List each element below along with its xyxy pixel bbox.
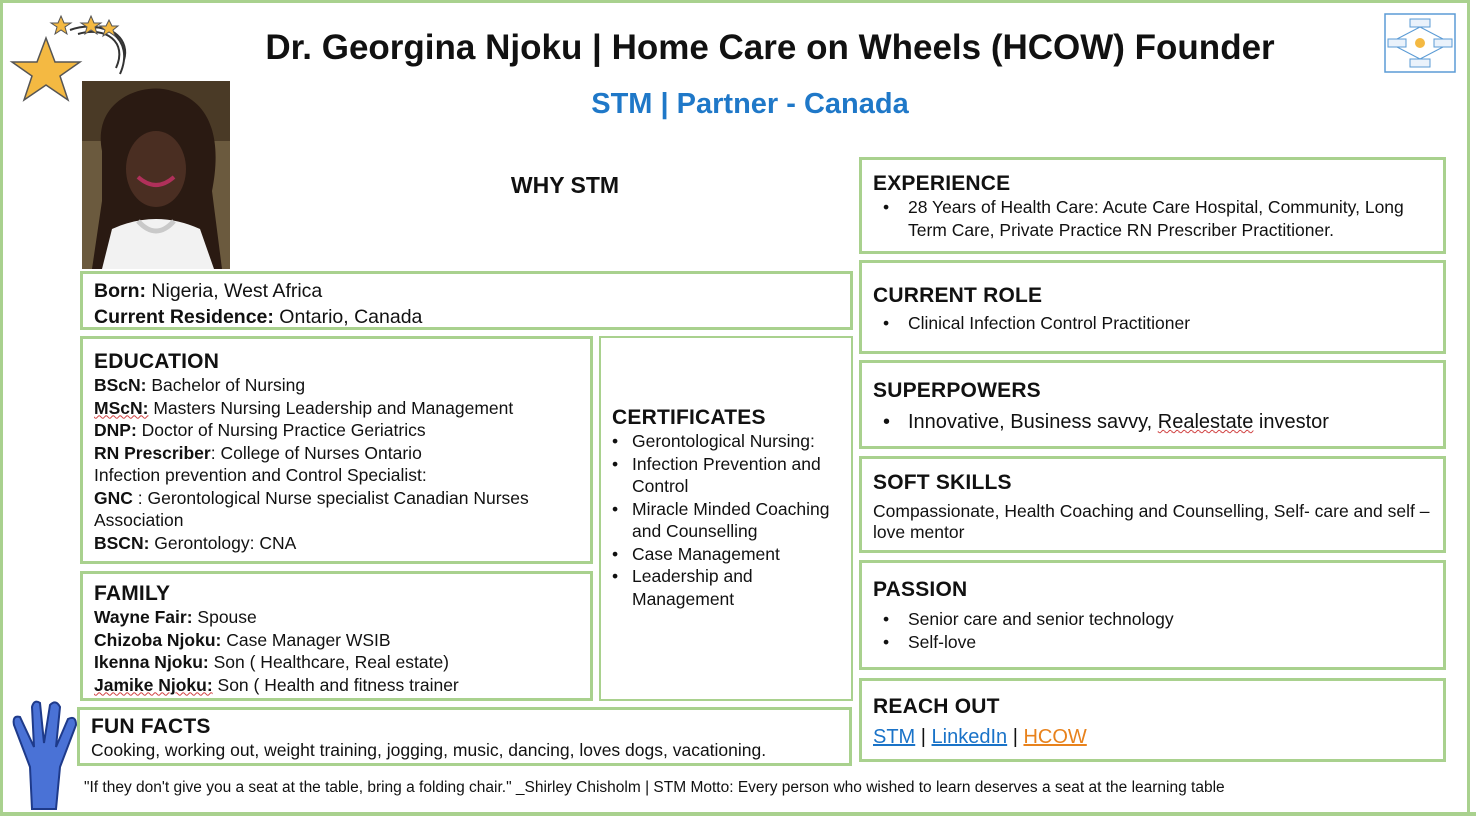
education-item bbox=[94, 487, 529, 510]
passion-item: • Senior care and senior technology bbox=[873, 608, 1438, 631]
education-heading: EDUCATION bbox=[94, 350, 220, 373]
family-member-text: Son ( Healthcare, Real estate) bbox=[208, 652, 450, 672]
superpowers-text-c: investor bbox=[1253, 411, 1329, 433]
current-role-heading: CURRENT ROLE bbox=[873, 284, 1043, 307]
certificate-item: • Miracle Minded Coaching and Counselling bbox=[612, 498, 844, 543]
certificate-item: • Gerontological Nursing: bbox=[612, 430, 844, 453]
born-label: Born: bbox=[94, 280, 146, 302]
current-role-list bbox=[873, 312, 1438, 335]
soft-skills-text: Compassionate, Health Coaching and Counselling, Self- care and self –love mentor bbox=[873, 501, 1430, 542]
raised-hand-icon bbox=[6, 697, 82, 811]
superpowers-item bbox=[873, 409, 1438, 435]
certificate-item: • Infection Prevention and Control bbox=[612, 453, 844, 498]
passion-list bbox=[873, 608, 1438, 653]
family-member-label: Wayne Fair: bbox=[94, 607, 193, 627]
link-separator: | bbox=[1007, 726, 1024, 748]
fun-facts-heading: FUN FACTS bbox=[91, 715, 211, 738]
education-item bbox=[94, 374, 529, 397]
profile-photo bbox=[82, 81, 230, 269]
education-item-text: Doctor of Nursing Practice Geriatrics bbox=[136, 420, 426, 440]
hcow-link[interactable]: HCOW bbox=[1023, 726, 1087, 748]
education-item-text: Association bbox=[94, 510, 184, 530]
soft-skills-heading: SOFT SKILLS bbox=[873, 471, 1012, 494]
education-item-text: Gerontology: CNA bbox=[149, 532, 297, 553]
certificates-list bbox=[612, 430, 844, 610]
soft-skills-box bbox=[859, 456, 1446, 553]
why-stm-label: WHY STM bbox=[510, 172, 620, 198]
passion-box bbox=[859, 560, 1446, 670]
certificates-box bbox=[599, 336, 853, 701]
experience-list bbox=[873, 196, 1438, 241]
reach-out-box bbox=[859, 678, 1446, 762]
education-item-text: Infection prevention and Control Specialist: bbox=[94, 465, 427, 485]
education-list bbox=[94, 374, 529, 554]
current-role-box bbox=[859, 260, 1446, 354]
family-member-label: Ikenna Njoku: bbox=[94, 652, 209, 672]
superpowers-list bbox=[873, 409, 1438, 435]
family-box bbox=[80, 571, 593, 701]
born-value: Nigeria, West Africa bbox=[146, 280, 323, 302]
current-role-item: • Clinical Infection Control Practitioner bbox=[873, 312, 1438, 335]
family-member bbox=[94, 606, 459, 629]
certificates-heading: CERTIFICATES bbox=[612, 406, 766, 429]
education-item-label: GNC bbox=[94, 487, 133, 508]
footer-quote: "If they don't give you a seat at the table, bring a folding chair." _Shirley Chisholm | STM Motto: Every person who wished to learn deserves a seat at the learning table bbox=[84, 779, 1225, 796]
origin-box bbox=[80, 271, 853, 330]
certificate-item: • Case Management bbox=[612, 543, 844, 566]
born-row bbox=[94, 278, 422, 304]
passion-item: • Self-love bbox=[873, 631, 1438, 654]
linkedin-link[interactable]: LinkedIn bbox=[931, 726, 1008, 748]
superpowers-text-a: Innovative, Business savvy, bbox=[908, 411, 1158, 433]
education-item bbox=[94, 532, 529, 555]
stm-logo-icon bbox=[1384, 13, 1456, 73]
family-member bbox=[94, 651, 459, 674]
page-frame-bottom bbox=[0, 812, 1476, 828]
page-title: Dr. Georgina Njoku | Home Care on Wheels (HCOW) Founder bbox=[265, 28, 1275, 67]
education-item bbox=[94, 397, 529, 420]
residence-row bbox=[94, 304, 422, 330]
education-item-label: RN Prescriber bbox=[94, 442, 211, 463]
education-item bbox=[94, 442, 529, 465]
residence-label: Current Residence: bbox=[94, 306, 274, 328]
fun-facts-text: Cooking, working out, weight training, jogging, music, dancing, loves dogs, vacationing. bbox=[91, 740, 767, 760]
stm-link[interactable]: STM bbox=[873, 726, 916, 748]
experience-box bbox=[859, 157, 1446, 254]
family-member-text: Son ( Health and fitness trainer bbox=[212, 674, 459, 695]
family-member-text: Case Manager WSIB bbox=[221, 629, 391, 650]
superpowers-text-b: Realestate bbox=[1157, 411, 1254, 433]
superpowers-box bbox=[859, 360, 1446, 449]
education-item-label: MScN: bbox=[94, 397, 149, 418]
family-list bbox=[94, 606, 459, 696]
reach-out-links bbox=[873, 723, 1438, 751]
education-item-text: Bachelor of Nursing bbox=[146, 375, 306, 395]
education-item bbox=[94, 419, 529, 442]
education-item-label: BScN: bbox=[94, 375, 147, 395]
family-heading: FAMILY bbox=[94, 582, 171, 605]
education-item-text: : Gerontological Nurse specialist Canadian Nurses bbox=[132, 487, 529, 508]
experience-heading: EXPERIENCE bbox=[873, 172, 1011, 195]
passion-heading: PASSION bbox=[873, 578, 968, 601]
experience-item: • 28 Years of Health Care: Acute Care Hospital, Community, Long Term Care, Private Practice RN Prescriber Practitioner. bbox=[873, 196, 1438, 241]
superpowers-heading: SUPERPOWERS bbox=[873, 379, 1041, 402]
family-member-label: Chizoba Njoku: bbox=[94, 629, 222, 650]
residence-value: Ontario, Canada bbox=[273, 306, 423, 328]
education-item-text: Masters Nursing Leadership and Management bbox=[148, 397, 514, 418]
reach-out-heading: REACH OUT bbox=[873, 695, 1000, 718]
education-item-label: DNP: bbox=[94, 420, 137, 440]
family-member-label: Jamike Njoku: bbox=[94, 674, 213, 695]
education-item bbox=[94, 464, 529, 487]
education-item-label: BSCN: bbox=[94, 532, 150, 553]
family-member-text: Spouse bbox=[192, 607, 257, 627]
education-box bbox=[80, 336, 593, 564]
page-subtitle: STM | Partner - Canada bbox=[591, 88, 909, 120]
fun-facts-box bbox=[77, 707, 852, 766]
link-separator: | bbox=[915, 726, 932, 748]
education-item-text: : College of Nurses Ontario bbox=[210, 442, 422, 463]
certificate-item: • Leadership and Management bbox=[612, 565, 844, 610]
family-member bbox=[94, 629, 459, 652]
family-member bbox=[94, 674, 459, 697]
education-item bbox=[94, 509, 529, 532]
